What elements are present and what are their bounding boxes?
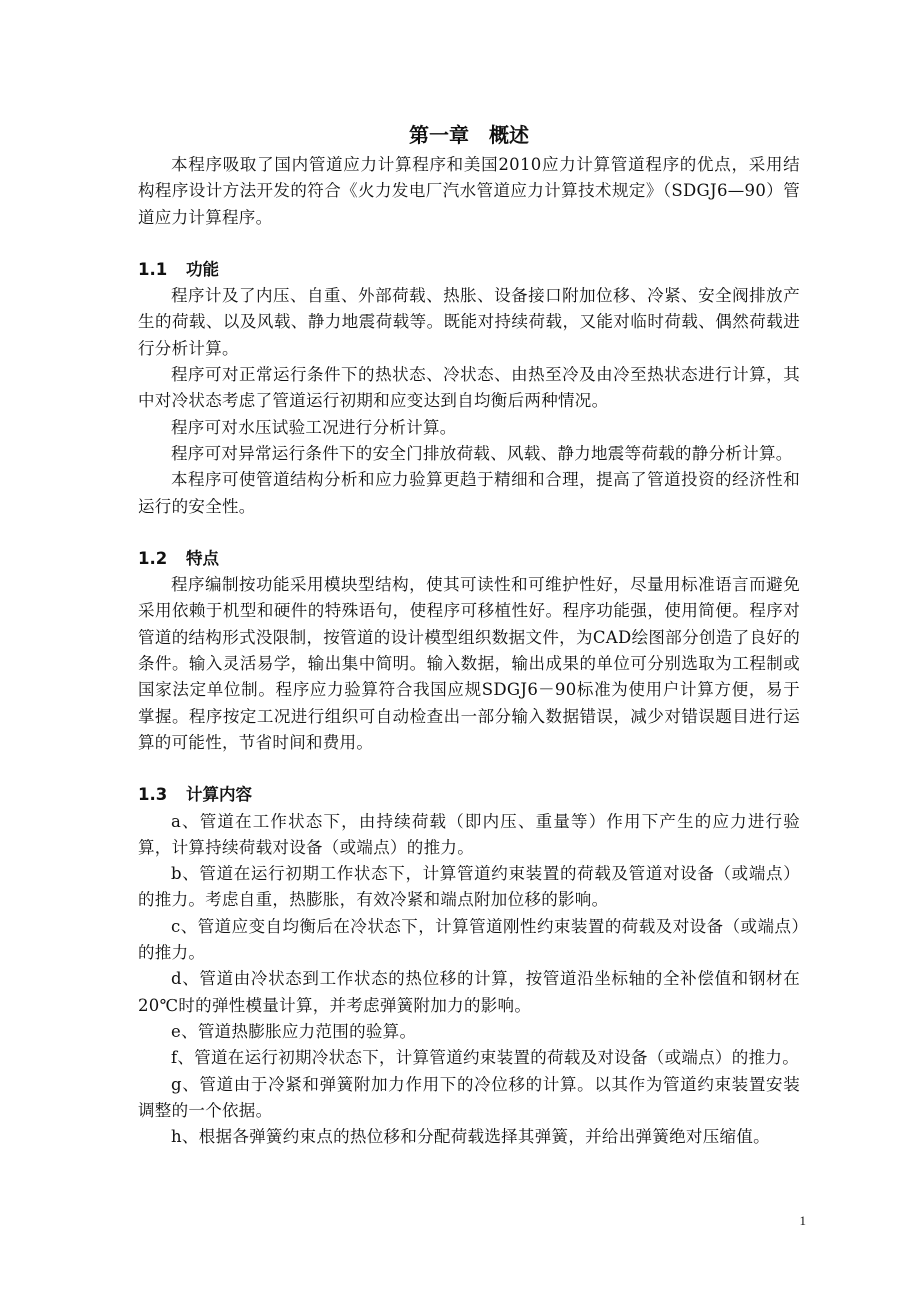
section-heading-functions <box>138 257 800 283</box>
list-item: b、管道在运行初期工作状态下，计算管道约束装置的荷载及管道对设备（或端点）的推力。考虑自重，热膨胀，有效冷紧和端点附加位移的影响。 <box>138 864 800 910</box>
section-title: 特点 <box>186 548 219 568</box>
section-number: 1.2 <box>138 548 168 568</box>
section-title: 计算内容 <box>186 785 252 805</box>
paragraph: 程序可对水压试验工况进行分析计算。 <box>171 417 457 437</box>
list-item: c、管道应变自均衡后在冷状态下，计算管道刚性约束装置的荷载及对设备（或端点）的推力。 <box>138 916 800 963</box>
chapter-title: 第一章 概述 <box>409 123 529 147</box>
list-item: f、管道在运行初期冷状态下，计算管道约束装置的荷载及对设备（或端点）的推力。 <box>171 1048 800 1068</box>
paragraph: 程序计及了内压、自重、外部荷载、热胀、设备接口附加位移、冷紧、安全阀排放产生的荷载、以及风载、静力地震荷载等。既能对持续荷载，又能对临时荷载、偶然荷载进行分析计算。 <box>138 286 800 358</box>
section-heading-features <box>138 546 800 572</box>
list-item: g、管道由于冷紧和弹簧附加力作用下的冷位移的计算。以其作为管道约束装置安装调整的一个依据。 <box>138 1074 800 1120</box>
page-number: 1 <box>799 1213 806 1228</box>
paragraph: 程序编制按功能采用模块型结构，使其可读性和可维护性好，尽量用标准语言而避免采用依赖于机型和硬件的特殊语句，使程序可移植性好。程序功能强，使用简便。程序对管道的结构形式没限制，按管道的设计模型组织数据文件，为CAD绘图部分创造了良好的条件。输入灵活易学，输出集中简明。输入数据，输出成果的单位可分别选取为工程制或国家法定单位制。程序应力验算符合我国应规SDGJ6－90标准为使用户计算方便，易于掌握。程序按定工况进行组织可自动检查出一部分输入数据错误，减少对错误题目进行运算的可能性，节省时间和费用。 <box>138 575 800 752</box>
section-number: 1.3 <box>138 785 168 805</box>
list-item: d、管道由冷状态到工作状态的热位移的计算，按管道沿坐标轴的全补偿值和钢材在20℃时的弹性模量计算，并考虑弹簧附加力的影响。 <box>138 969 800 1015</box>
list-item: h、根据各弹簧约束点的热位移和分配荷载选择其弹簧，并给出弹簧绝对压缩值。 <box>171 1127 770 1147</box>
paragraph: 本程序可使管道结构分析和应力验算更趋于精细和合理，提高了管道投资的经济性和运行的安全性。 <box>138 470 800 516</box>
paragraph: 程序可对正常运行条件下的热状态、冷状态、由热至冷及由冷至热状态进行计算，其中对冷状态考虑了管道运行初期和应变达到自均衡后两种情况。 <box>138 365 800 411</box>
list-item: a、管道在工作状态下，由持续荷载（即内压、重量等）作用下产生的应力进行验算，计算持续荷载对设备（或端点）的推力。 <box>138 811 800 857</box>
section-heading-calculation-content <box>138 782 800 808</box>
intro-paragraph: 本程序吸取了国内管道应力计算程序和美国2010应力计算管道程序的优点，采用结构程序设计方法开发的符合《火力发电厂汽水管道应力计算技术规定》（SDGJ6—90）管道应力计算程序。 <box>138 155 800 227</box>
section-title: 功能 <box>186 259 219 279</box>
list-item: e、管道热膨胀应力范围的验算。 <box>171 1021 417 1041</box>
section-number: 1.1 <box>138 259 168 279</box>
paragraph: 程序可对异常运行条件下的安全门排放荷载、风载、静力地震等荷载的静分析计算。 <box>171 443 793 463</box>
